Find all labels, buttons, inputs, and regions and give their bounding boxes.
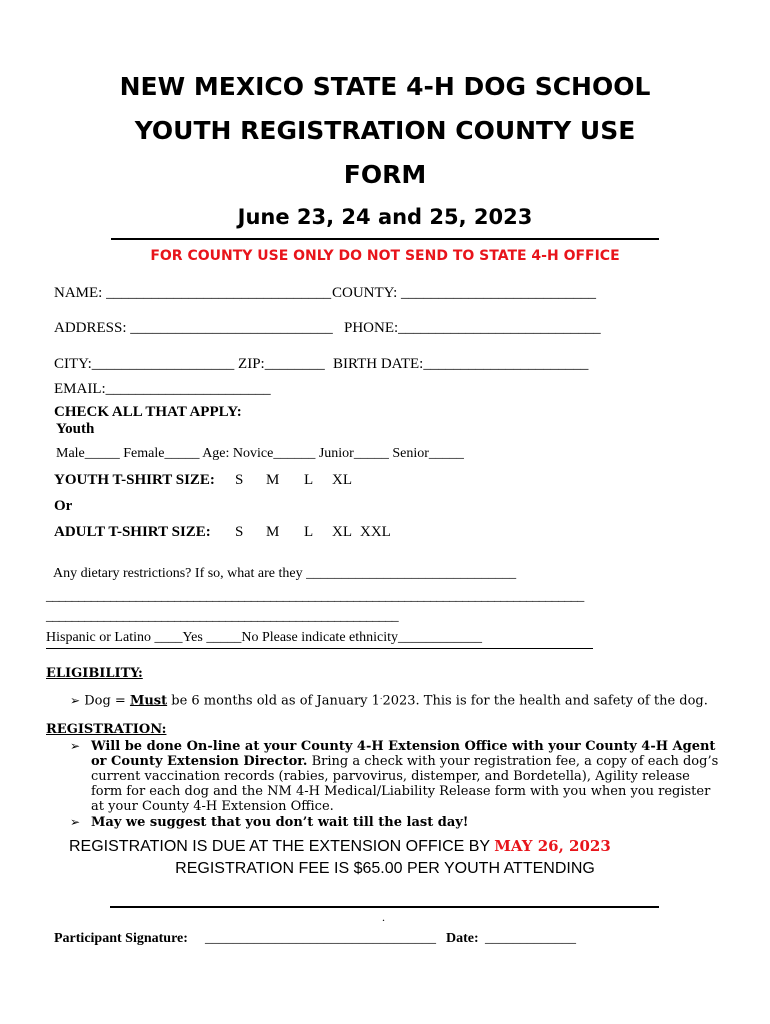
- dietary-line-3[interactable]: _______________________________________________________: [46, 609, 399, 624]
- eligibility-text-2: 2023. This is for the health and safety of the dog.: [382, 693, 708, 709]
- phone-field[interactable]: PHONE:___________________________: [344, 320, 601, 336]
- adult-size-xxl[interactable]: XXL: [360, 524, 391, 540]
- youth-shirt-label: YOUTH T-SHIRT SIZE:: [54, 472, 215, 488]
- address-field[interactable]: ADDRESS: ___________________________: [54, 320, 333, 336]
- youth-label: Youth: [56, 421, 95, 437]
- arrow-bullet-icon: ➢: [70, 739, 81, 753]
- dog-prefix: Dog =: [84, 693, 130, 709]
- due-prefix: REGISTRATION IS DUE AT THE EXTENSION OFFICE BY: [69, 838, 495, 855]
- city-zip-field[interactable]: CITY:___________________ ZIP:________: [54, 356, 325, 372]
- due-date: MAY 26, 2023: [494, 837, 611, 855]
- birth-date-field[interactable]: BIRTH DATE:______________________: [333, 356, 589, 372]
- registration-bullet-1: [91, 739, 721, 814]
- registration-heading: REGISTRATION:: [46, 722, 167, 737]
- participant-signature-label: Participant Signature:: [54, 931, 188, 946]
- registration-bold-text: Will be done On-line at your County 4-H Extension Office with your County 4-H Agent or County Extension Director.: [91, 739, 716, 769]
- adult-shirt-label: ADULT T-SHIRT SIZE:: [54, 524, 211, 540]
- header-rule: [111, 238, 659, 240]
- check-all-heading: CHECK ALL THAT APPLY:: [54, 404, 242, 420]
- date-label: Date:: [446, 931, 479, 946]
- event-dates: June 23, 24 and 25, 2023: [237, 205, 533, 229]
- county-use-notice: FOR COUNTY USE ONLY DO NOT SEND TO STATE 4-H OFFICE: [150, 248, 620, 264]
- adult-size-l[interactable]: L: [304, 524, 314, 540]
- name-field[interactable]: NAME: ______________________________: [54, 285, 332, 301]
- eligibility-item: [70, 692, 708, 708]
- arrow-bullet-icon: ➢: [70, 815, 81, 829]
- adult-size-s[interactable]: S: [235, 524, 244, 540]
- email-field[interactable]: EMAIL:______________________: [54, 381, 271, 397]
- gender-age-row[interactable]: Male_____ Female_____ Age: Novice______ Junior_____ Senior_____: [56, 446, 464, 461]
- eligibility-heading: ELIGIBILITY:: [46, 666, 143, 681]
- date-line[interactable]: _____________: [485, 931, 576, 946]
- adult-size-xl[interactable]: XL: [332, 524, 352, 540]
- dietary-question[interactable]: Any dietary restrictions? If so, what are they ______________________________: [53, 566, 517, 581]
- title-line-1: NEW MEXICO STATE 4-H DOG SCHOOL: [119, 72, 651, 101]
- signature-line[interactable]: _________________________________: [205, 931, 436, 946]
- ethnicity-rule: [46, 648, 593, 649]
- registration-body-text: Bring a check with your registration fee, a copy of each dog’s current vaccination records (rabies, parvovirus, distemper, and Bordetella), Agility release form for each dog and the NM 4-H Medical/Liability Release form with you when you register at your County 4-H Extension Office.: [91, 754, 719, 814]
- youth-size-s[interactable]: S: [235, 472, 244, 488]
- county-field[interactable]: COUNTY: __________________________: [332, 285, 597, 301]
- due-date-line: [69, 837, 611, 856]
- youth-size-l[interactable]: L: [304, 472, 314, 488]
- title-line-3: FORM: [343, 160, 427, 189]
- fee-line: REGISTRATION FEE IS $65.00 PER YOUTH ATTENDING: [175, 860, 595, 877]
- must-emphasis: Must: [129, 693, 168, 709]
- eligibility-sup: .: [379, 692, 383, 701]
- eligibility-text: be 6 months old as of January 1: [167, 693, 380, 709]
- registration-bullet-2: May we suggest that you don’t wait till the last day!: [91, 815, 469, 830]
- arrow-bullet-icon: ➢: [70, 693, 81, 708]
- youth-size-xl[interactable]: XL: [332, 472, 352, 488]
- dot-mark: .: [382, 910, 385, 924]
- or-label: Or: [54, 498, 73, 514]
- adult-size-m[interactable]: M: [266, 524, 280, 540]
- youth-size-m[interactable]: M: [266, 472, 280, 488]
- signature-rule: [110, 906, 659, 908]
- dietary-line-2[interactable]: ____________________________________________________________________________________: [46, 589, 584, 604]
- ethnicity-row[interactable]: Hispanic or Latino ____Yes _____No Please indicate ethnicity____________: [46, 630, 483, 645]
- title-line-2: YOUTH REGISTRATION COUNTY USE: [134, 116, 636, 145]
